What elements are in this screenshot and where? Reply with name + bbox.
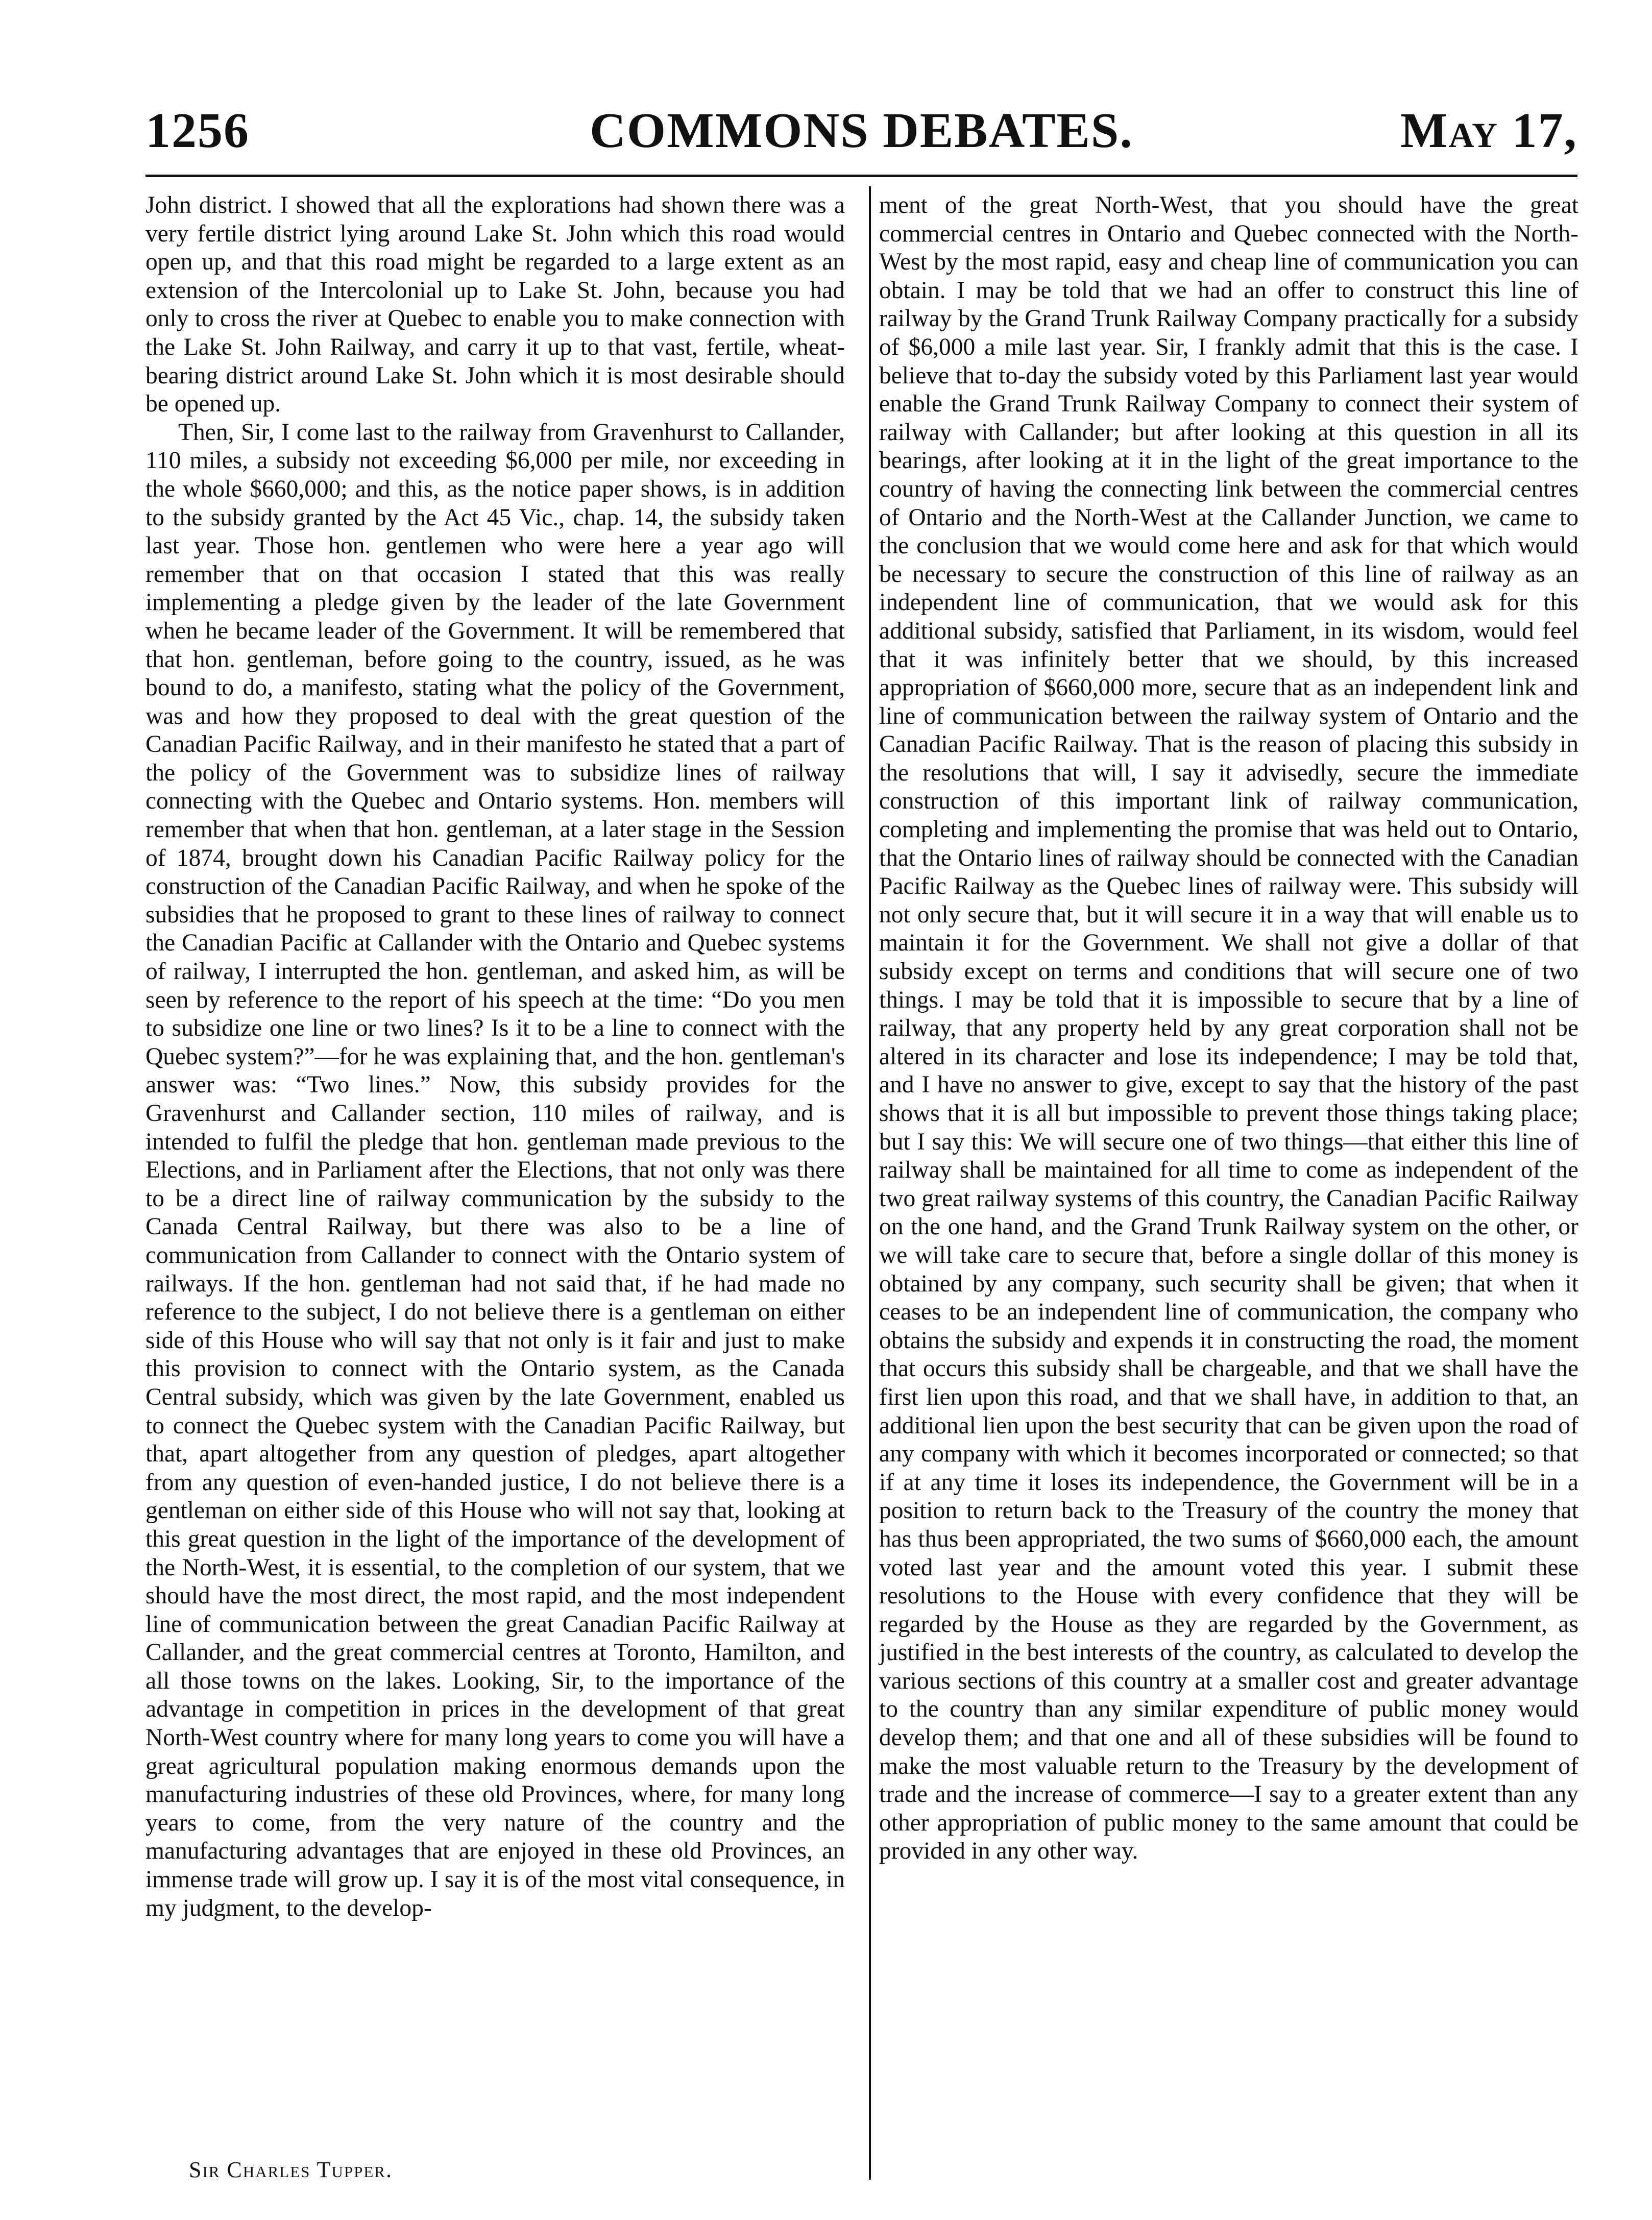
running-title: COMMONS DEBATES.	[590, 103, 1133, 158]
page-number: 1256	[145, 103, 250, 158]
column-divider	[869, 186, 871, 2180]
left-column	[145, 191, 845, 1922]
right-column	[879, 191, 1578, 1866]
paragraph: ment of the great North-West, that you should have the great commercial centres in Ontario and Quebec connected with the North-West by the most rapid, easy and cheap line of communication you can obtain. I may be told that we had an offer to construct this line of railway by the Grand Trunk Railway Company practically for a subsidy of $6,000 a mile last year. Sir, I frankly admit that this is the case. I believe that to-day the subsidy voted by this Parliament last year would enable the Grand Trunk Railway Company to connect their system of railway with Callander; but after looking at this question in all its bearings, after looking at it in the light of the great importance to the country of having the connecting link between the commercial centres of Ontario and the North-West at the Callander Junction, we came to the conclusion that we would come here and ask for that which would be necessary to secure the construction of this line of railway as an independent line of communication, that we would ask for this additional subsidy, satisfied that Parliament, in its wisdom, would feel that it was infinitely better that we should, by this increased appropriation of $660,000 more, secure that as an independent link and line of communication between the railway system of Ontario and the Canadian Pacific Railway. That is the reason of placing this subsidy in the resolutions that will, I say it advisedly, secure the immediate construction of this important link of railway communication, completing and implementing the promise that was held out to Ontario, that the Ontario lines of railway should be connected with the Canadian Pacific Railway as the Quebec lines of railway were. This subsidy will not only secure that, but it will secure it in a way that will enable us to maintain it for the Government. We shall not give a dollar of that subsidy except on terms and conditions that will secure one of two things. I may be told that it is impossible to secure that by a line of railway, that any property held by any great corporation shall not be altered in its character and lose its independence; I may be told that, and I have no answer to give, except to say that the history of the past shows that it is all but impossible to prevent those things taking place; but I say this: We will secure one of two things—that either this line of railway shall be maintained for all time to come as independent of the two great railway systems of this country, the Canadian Pacific Railway on the one hand, and the Grand Trunk Railway system on the other, or we will take care to secure that, before a single dollar of this money is obtained by any company, such security shall be given; that when it ceases to be an independent line of communication, the company who obtains the subsidy and expends it in constructing the road, the moment that occurs this subsidy shall be chargeable, and that we shall have the first lien upon this road, and that we shall have, in addition to that, an additional lien upon the best security that can be given upon the road of any company with which it becomes incorporated or connected; so that if at any time it loses its independence, the Government will be in a position to return back to the Treasury of the country the money that has thus been appropriated, the two sums of $660,000 each, the amount voted last year and the amount voted this year. I submit these resolutions to the House with every confidence that they will be regarded by the House as they are regarded by the Government, as justified in the best interests of the country, as calculated to develop the various sections of this country at a smaller cost and greater advantage to the country than any similar expenditure of public money would develop them; and that one and all of these subsidies will be found to make the most valuable return to the Treasury by the development of trade and the increase of commerce—I say to a greater extent than any other appropriation of public money to the same amount that could be provided in any other way.	[879, 192, 1578, 1865]
header-date: May 17,	[1400, 103, 1577, 158]
speaker-footer: Sir Charles Tupper.	[189, 2157, 393, 2182]
paragraph: John district. I showed that all the explorations had shown there was a very fertile district lying around Lake St. John which this road would open up, and that this road might be regarded to a large extent as an extension of the Intercolonial up to Lake St. John, because you had only to cross the river at Quebec to enable you to make connection with the Lake St. John Railway, and carry it up to that vast, fertile, wheat-bearing district around Lake St. John which it is most desirable should be opened up.	[145, 192, 845, 418]
page-header	[145, 102, 1577, 168]
paragraph: Then, Sir, I come last to the railway from Gravenhurst to Callander, 110 miles, a subsidy not exceeding $6,000 per mile, nor exceeding in the whole $660,000; and this, as the notice paper shows, is in addition to the subsidy granted by the Act 45 Vic., chap. 14, the subsidy taken last year. Those hon. gentlemen who were here a year ago will remember that on that occasion I stated that this was really implementing a pledge given by the leader of the late Government when he became leader of the Government. It will be remembered that that hon. gentleman, before going to the country, issued, as he was bound to do, a manifesto, stating what the policy of the Government, was and how they proposed to deal with the great question of the Canadian Pacific Railway, and in their manifesto he stated that a part of the policy of the Government was to subsidize lines of railway connecting with the Quebec and Ontario systems. Hon. members will remember that when that hon. gentleman, at a later stage in the Session of 1874, brought down his Canadian Pacific Railway policy for the construction of the Canadian Pacific Railway, and when he spoke of the subsidies that he proposed to grant to these lines of railway to connect the Canadian Pacific at Callander with the Ontario and Quebec systems of railway, I interrupted the hon. gentleman, and asked him, as will be seen by reference to the report of his speech at the time: “Do you men to subsidize one line or two lines? Is it to be a line to connect with the Quebec system?”—for he was explaining that, and the hon. gentleman's answer was: “Two lines.” Now, this subsidy provides for the Gravenhurst and Callander section, 110 miles of railway, and is intended to fulfil the pledge that hon. gentleman made previous to the Elections, and in Parliament after the Elections, that not only was there to be a direct line of railway communication by the subsidy to the Canada Central Railway, but there was also to be a line of communication from Callander to connect with the Ontario system of railways. If the hon. gentleman had not said that, if he had made no reference to the subject, I do not believe there is a gentleman on either side of this House who will say that not only is it fair and just to make this provision to connect with the Ontario system, as the Canada Central subsidy, which was given by the late Government, enabled us to connect the Quebec system with the Canadian Pacific Railway, but that, apart altogether from any question of pledges, apart altogether from any question of even-handed justice, I do not believe there is a gentleman on either side of this House who will not say that, looking at this great question in the light of the importance of the development of the North-West, it is essential, to the completion of our system, that we should have the most direct, the most rapid, and the most independent line of communication between the great Canadian Pacific Railway at Callander, and the great commercial centres at Toronto, Hamilton, and all those towns on the lakes. Looking, Sir, to the importance of the advantage in competition in prices in the development of that great North-West country where for many long years to come you will have a great agricultural population making enormous demands upon the manufacturing industries of these old Provinces, where, for many long years to come, from the very nature of the country and the manufacturing advantages that are enjoyed in these old Provinces, an immense trade will grow up. I say it is of the most vital consequence, in my judgment, to the develop-	[145, 419, 845, 1921]
header-rule	[145, 175, 1577, 177]
